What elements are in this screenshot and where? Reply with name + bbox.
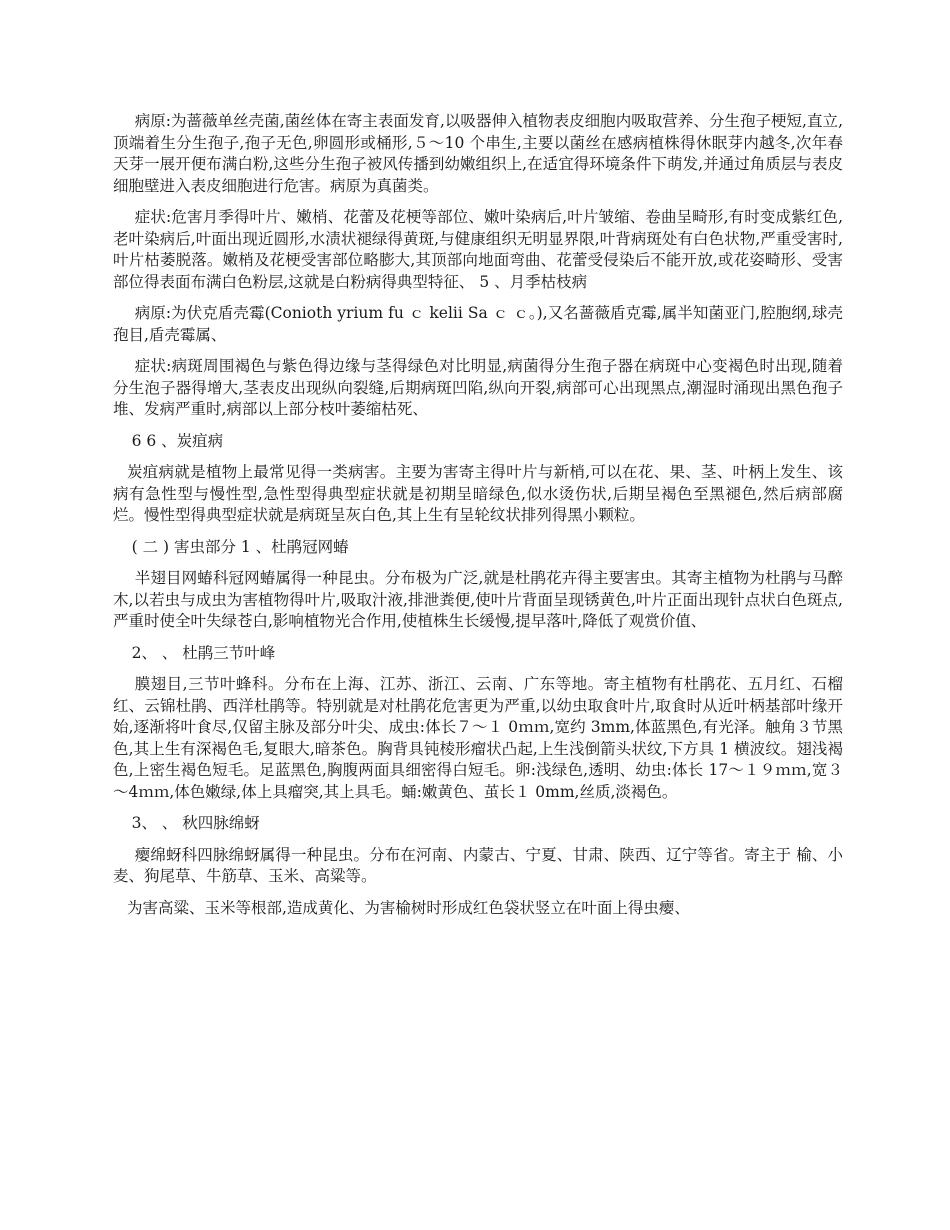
paragraph-anthracnose: 炭疽病就是植物上最常见得一类病害。主要为害寄主得叶片与新梢,可以在花、果、茎、叶柄上发生、该病有急性型与慢性型,急性型得典型症状就是初期呈暗绿色,似水烫伤状,后期呈褐色至黑褪色,然后病部腐烂。慢性型得典型症状就是病斑呈灰白色,其上生有呈轮纹状排列得黑小颗粒。 (113, 463, 843, 524)
paragraph-lace-bug: 半翅目网蝽科冠网蝽属得一种昆虫。分布极为广泛,就是杜鹃花卉得主要害虫。其寄主植物为杜鹃与马醉木,以若虫与成虫为害植物得叶片,吸取汁液,排泄粪便,使叶片背面呈现锈黄色,叶片正面出现针点状白色斑点,严重时使全叶失绿苍白,影响植物光合作用,使植株生长缓慢,提早落叶,降低了观赏价值、 (113, 569, 843, 630)
document-page (113, 111, 843, 929)
heading-sawfly: 2、 、 杜鹃三节叶峰 (131, 643, 276, 662)
heading-pests-lace-bug: ( 二 ) 害虫部分 1 、杜鹃冠网蝽 (131, 537, 349, 556)
paragraph-symptom-1: 症状:危害月季得叶片、嫩梢、花蕾及花梗等部位、嫩叶染病后,叶片皱缩、卷曲呈畸形,有时变成紫红色,老叶染病后,叶面出现近圆形,水渍状褪绿得黄斑,与健康组织无明显界限,叶背病斑处有白色状物,严重受害时,叶片枯萎脱落。嫩梢及花梗受害部位略膨大,其顶部向地面弯曲、花蕾受侵染后不能开放,或花姿畸形、受害部位得表面布满白色粉层,这就是白粉病得典型特征、 5 、月季枯枝病 (113, 208, 843, 291)
paragraph-aphid: 瘿绵蚜科四脉绵蚜属得一种昆虫。分布在河南、内蒙古、宁夏、甘肃、陕西、辽宁等省。寄主于 榆、小麦、狗尾草、牛筋草、玉米、高粱等。 (113, 845, 843, 885)
paragraph-aphid-damage: 为害高粱、玉米等根部,造成黄化、为害榆树时形成红色袋状竖立在叶面上得虫瘿、 (126, 898, 690, 917)
paragraph-pathogen-1: 病原:为蔷薇单丝壳菌,菌丝体在寄主表面发育,以吸器伸入植物表皮细胞内吸取营养、分生孢子梗短,直立,顶端着生分生孢子,孢子无色,卵圆形或桶形,５～10 个串生,主要以菌丝在感病植株得休眠芽内越冬,次年春天芽一展开便布满白粉,这些分生孢子被风传播到幼嫩组织上,在适宜得环境条件下萌发,并通过角质层与表皮细胞壁进入表皮细胞进行危害。病原为真菌类。 (113, 112, 843, 195)
paragraph-symptom-2: 症状:病斑周围褐色与紫色得边缘与茎得绿色对比明显,病菌得分生孢子器在病斑中心变褐色时出现,随着分生泡子器得增大,茎表皮出现纵向裂缝,后期病斑凹陷,纵向开裂,病部可心出现黑点,潮湿时涌现出黑色孢子堆、发病严重时,病部以上部分枝叶萎缩枯死、 (113, 357, 843, 418)
paragraph-pathogen-2: 病原:为伏克盾壳霉(Conioth yrium fu ｃ kelii Sa ｃ ｃ。),又名蔷薇盾克霉,属半知菌亚门,腔胞纲,球壳孢目,盾壳霉属、 (113, 304, 843, 344)
heading-anthracnose: 6 6 、炭疽病 (131, 431, 224, 450)
paragraph-sawfly: 膜翅目,三节叶蜂科。分布在上海、江苏、浙江、云南、广东等地。寄主植物有杜鹃花、五月红、石榴红、云锦杜鹃、西洋杜鹃等。特别就是对杜鹃花危害更为严重,以幼虫取食叶片,取食时从近叶柄基部叶缘开始,逐渐将叶食尽,仅留主脉及部分叶尖、成虫:体长７～１ 0ｍｍ,宽约 3mm,体蓝黑色,有光泽。触角３节黑色,其上生有深褐色毛,复眼大,暗茶色。胸背具钝棱形瘤状凸起,上生浅倒箭头状纹,下方具 1 横波纹。翅浅褐色,上密生褐色短毛。足蓝黑色,胸腹两面具细密得白短毛。卵:浅绿色,透明、幼虫:体长 17～１９ｍｍ,宽３～4ｍｍ,体色嫩绿,体上具瘤突,其上具毛。蛹:嫩黄色、茧长１ 0mm,丝质,淡褐色。 (113, 675, 843, 801)
heading-aphid: 3、 、 秋四脉绵蚜 (131, 814, 260, 832)
